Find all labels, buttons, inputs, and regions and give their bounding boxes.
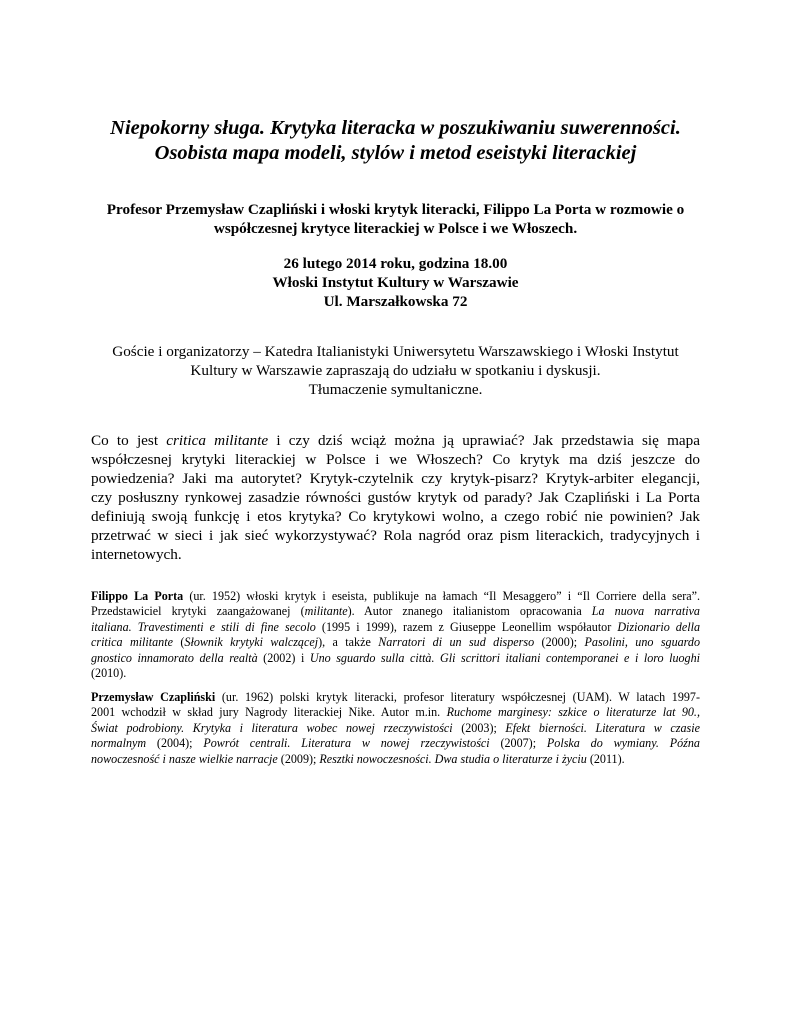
bio-text: (2003);	[452, 720, 506, 735]
bio-text: (2002) i	[257, 650, 310, 665]
bio-text: 2001 wchodził w skład jury Nagrody literackiej Nike. Autor m.in.	[91, 705, 447, 720]
bio-title: Ruchome marginesy: szkice o literaturze lat 90.,	[446, 705, 700, 720]
question-text: i czy dziś wciąż można ją uprawiać? Jak przedstawia się mapa	[268, 432, 700, 449]
bio-text: (ur. 1962) polski krytyk literacki, profesor literatury współczesnej (UAM). W latach 1997-	[215, 690, 700, 704]
organizers-line-3: Tłumaczenie symultaniczne.	[308, 381, 483, 398]
bio-line	[91, 721, 700, 736]
bio-la-porta	[91, 589, 700, 681]
bio-title: nowoczesność i nasze wielkie narracje	[91, 751, 278, 766]
bio-line	[91, 736, 700, 751]
question-line-4: czy posłuszny rynkowej zasadzie równości gustów krytyk od parady? Jak Czapliński i La Porta	[91, 489, 700, 506]
event-subtitle	[60, 200, 731, 238]
subtitle-line-1: Profesor Przemysław Czapliński i włoski krytyk literacki, Filippo La Porta w rozmowie o	[106, 201, 685, 218]
bio-name: Filippo La Porta	[91, 589, 184, 603]
bio-title: Resztki nowoczesności. Dwa studia o literaturze i życiu	[319, 751, 587, 766]
bio-text: (2000);	[534, 635, 585, 650]
bio-line	[91, 690, 700, 705]
document-title	[60, 116, 731, 166]
bio-title: Świat podrobiony. Krytyka i literatura wobec nowej rzeczywistości	[91, 720, 453, 735]
bio-title: militante	[304, 604, 348, 619]
bio-title: Pasolini, uno sguardo	[584, 635, 701, 650]
subtitle-line-2: współczesnej krytyce literackiej w Polsce i we Włoszech.	[213, 220, 578, 237]
questions-paragraph	[91, 431, 700, 564]
organizers-line-2: Kultury w Warszawie zapraszają do udziału w spotkaniu i dyskusji.	[190, 362, 601, 379]
event-venue: Włoski Instytut Kultury w Warszawie	[272, 274, 519, 291]
bio-text: (1995 i 1999), razem z Giuseppe Leonellim współautor	[315, 619, 618, 634]
bio-text: ), a także	[318, 635, 379, 650]
question-line-6: przetrwać w sieci i jak sieć wykorzystywać? Rola nagród oraz pism literackich, tradycyjnych i	[91, 527, 700, 544]
bio-title: italiana. Travestimenti e stili di fine secolo	[91, 619, 316, 634]
organizers-paragraph	[60, 342, 731, 399]
bio-text: (ur. 1952) włoski krytyk i eseista, publikuje na łamach “Il Mesaggero” i “Il Corriere della sera”.	[183, 589, 700, 603]
bio-title: Efekt bierności. Literatura w czasie	[505, 720, 700, 735]
bio-title: Dizionario della	[617, 619, 700, 634]
bio-title: Powrót centrali. Literatura w nowej rzeczywistości	[203, 736, 490, 751]
bio-text: (2007);	[489, 736, 547, 751]
bio-czaplinski	[91, 690, 700, 767]
bio-title: critica militante	[91, 635, 173, 650]
question-text: Co to jest	[91, 432, 167, 449]
bio-title: Polska do wymiany. Późna	[546, 736, 700, 751]
bio-title: gnostico innamorato della realtà	[91, 650, 258, 665]
bio-line	[91, 620, 700, 635]
bio-text: (2011).	[586, 751, 625, 766]
question-line-5: definiują swoją funkcję i etos krytyka? Co krytykowi wolno, a czego robić nie powinien? Jak	[91, 508, 700, 525]
event-details	[60, 254, 731, 311]
question-line-7: internetowych.	[91, 546, 182, 563]
question-line-3: powiedzenia? Jaki ma autorytet? Krytyk-czytelnik czy krytyk-pisarz? Krytyk-arbiter elegancji,	[91, 470, 700, 487]
question-term: critica militante	[166, 432, 269, 449]
bio-line	[91, 705, 700, 720]
bio-title: normalnym	[91, 736, 147, 751]
bio-line	[91, 589, 700, 604]
event-address: Ul. Marszałkowska 72	[323, 293, 468, 310]
bio-text: (	[172, 635, 185, 650]
bio-line	[91, 651, 700, 666]
bio-title: Słownik krytyki walczącej	[184, 635, 319, 650]
bio-title: Narratori di un sud disperso	[378, 635, 535, 650]
title-line-1: Niepokorny sługa. Krytyka literacka w poszukiwaniu suwerenności.	[110, 117, 681, 139]
bio-text: Przedstawiciel krytyki zaangażowanej (	[91, 604, 305, 619]
bio-line: (2010).	[91, 666, 127, 681]
bio-line	[91, 635, 700, 650]
event-date: 26 lutego 2014 roku, godzina 18.00	[283, 255, 508, 272]
bio-text: (2009);	[277, 751, 320, 766]
organizers-line-1: Goście i organizatorzy – Katedra Italianistyki Uniwersytetu Warszawskiego i Włoski Instytut	[112, 343, 679, 360]
bio-title: La nuova narrativa	[591, 604, 700, 619]
bio-line	[91, 604, 700, 619]
question-line-2: współczesnej krytyki literackiej w Polsce i we Włoszech? Co krytyk ma dziś jeszcze do	[91, 451, 700, 468]
bio-line	[91, 752, 700, 767]
bio-name: Przemysław Czapliński	[91, 690, 216, 704]
question-line-1	[91, 431, 700, 450]
bio-text: ). Autor znanego italianistom opracowania	[347, 604, 592, 619]
bio-title: Uno sguardo sulla città. Gli scrittori italiani contemporanei e i loro luoghi	[309, 650, 700, 665]
bio-text: (2004);	[146, 736, 204, 751]
title-line-2: Osobista mapa modeli, stylów i metod eseistyki literackiej	[154, 142, 637, 164]
